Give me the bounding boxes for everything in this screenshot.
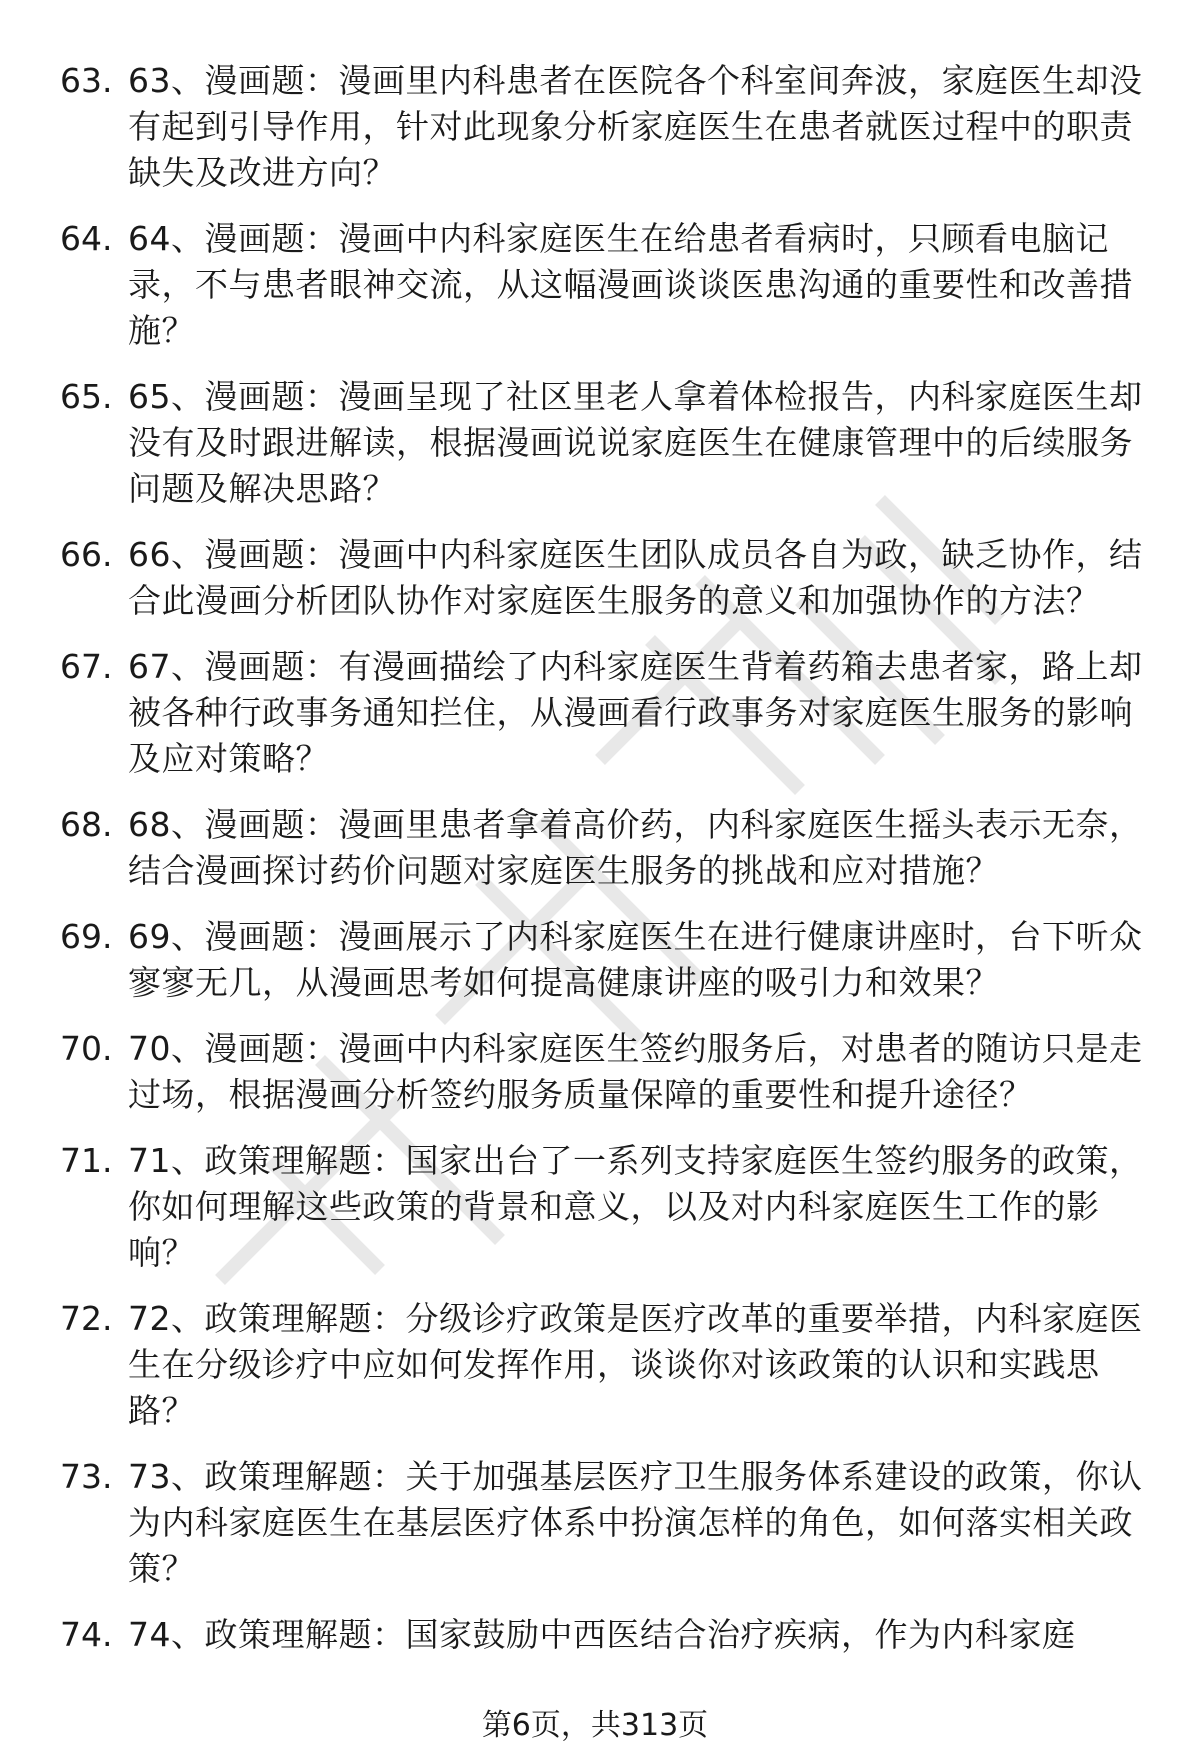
item-text: 64、漫画题：漫画中内科家庭医生在给患者看病时，只顾看电脑记录，不与患者眼神交流，从这幅漫画谈谈医患沟通的重要性和改善措施？ — [128, 219, 1133, 350]
item-number: 65. — [60, 377, 113, 416]
list-item — [60, 58, 1160, 196]
list-item — [60, 1612, 1160, 1658]
item-text: 68、漫画题：漫画里患者拿着高价药，内科家庭医生摇头表示无奈，结合漫画探讨药价问题对家庭医生服务的挑战和应对措施？ — [128, 805, 1143, 890]
item-text: 71、政策理解题：国家出台了一系列支持家庭医生签约服务的政策，你如何理解这些政策的背景和意义，以及对内科家庭医生工作的影响？ — [128, 1141, 1143, 1272]
list-item — [60, 374, 1160, 512]
item-text: 73、政策理解题：关于加强基层医疗卫生服务体系建设的政策，你认为内科家庭医生在基层医疗体系中扮演怎样的角色，如何落实相关政策？ — [128, 1457, 1143, 1588]
item-text: 69、漫画题：漫画展示了内科家庭医生在进行健康讲座时，台下听众寥寥无几，从漫画思考如何提高健康讲座的吸引力和效果？ — [128, 917, 1143, 1002]
list-item — [60, 1026, 1160, 1118]
item-text: 72、政策理解题：分级诊疗政策是医疗改革的重要举措，内科家庭医生在分级诊疗中应如何发挥作用，谈谈你对该政策的认识和实践思路？ — [128, 1299, 1143, 1430]
item-number: 64. — [60, 219, 113, 258]
list-item — [60, 216, 1160, 354]
list-item — [60, 1454, 1160, 1592]
item-number: 67. — [60, 647, 113, 686]
list-item — [60, 914, 1160, 1006]
list-item — [60, 532, 1160, 624]
list-item — [60, 1296, 1160, 1434]
question-list — [60, 58, 1160, 1678]
item-text: 67、漫画题：有漫画描绘了内科家庭医生背着药箱去患者家，路上却被各种行政事务通知拦住，从漫画看行政事务对家庭医生服务的影响及应对策略？ — [128, 647, 1143, 778]
page-footer: 第6页，共313页 — [481, 1708, 709, 1743]
item-text: 66、漫画题：漫画中内科家庭医生团队成员各自为政，缺乏协作，结合此漫画分析团队协作对家庭医生服务的意义和加强协作的方法？ — [128, 535, 1143, 620]
item-number: 66. — [60, 535, 113, 574]
item-text: 63、漫画题：漫画里内科患者在医院各个科室间奔波，家庭医生却没有起到引导作用，针对此现象分析家庭医生在患者就医过程中的职责缺失及改进方向？ — [128, 61, 1143, 192]
item-text: 65、漫画题：漫画呈现了社区里老人拿着体检报告，内科家庭医生却没有及时跟进解读，根据漫画说说家庭医生在健康管理中的后续服务问题及解决思路？ — [128, 377, 1143, 508]
list-item — [60, 802, 1160, 894]
item-number: 70. — [60, 1029, 113, 1068]
item-number: 71. — [60, 1141, 113, 1180]
item-number: 69. — [60, 917, 113, 956]
item-number: 63. — [60, 61, 113, 100]
item-text: 74、政策理解题：国家鼓励中西医结合治疗疾病，作为内科家庭 — [128, 1615, 1076, 1654]
item-number: 72. — [60, 1299, 113, 1338]
list-item — [60, 1138, 1160, 1276]
item-number: 68. — [60, 805, 113, 844]
item-number: 73. — [60, 1457, 113, 1496]
item-number: 74. — [60, 1615, 113, 1654]
list-item — [60, 644, 1160, 782]
item-text: 70、漫画题：漫画中内科家庭医生签约服务后，对患者的随访只是走过场，根据漫画分析签约服务质量保障的重要性和提升途径？ — [128, 1029, 1143, 1114]
